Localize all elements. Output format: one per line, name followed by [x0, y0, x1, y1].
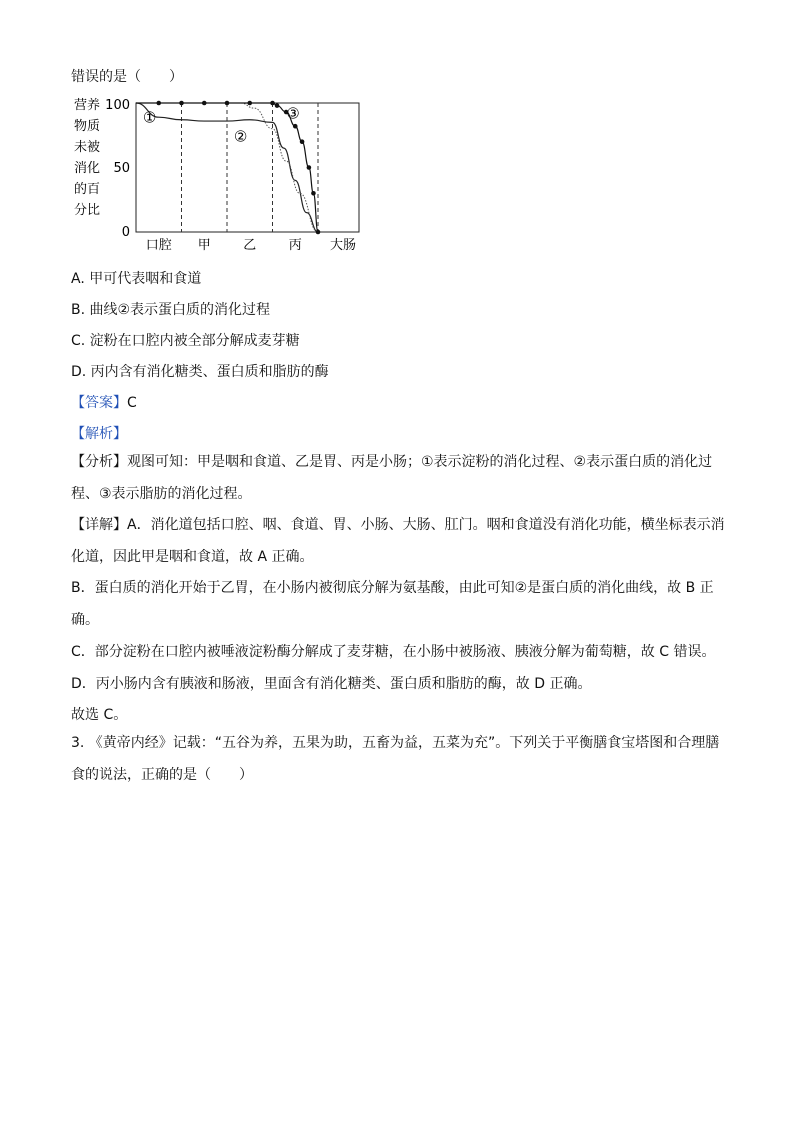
option-c: C. 淀粉在口腔内被全部分解成麦芽糖: [71, 333, 300, 349]
x-category-4: 大肠: [330, 238, 357, 253]
series-point-2-3: [202, 101, 207, 106]
analysis-tag: 【解析】: [71, 426, 127, 442]
answer-line: [71, 392, 137, 412]
series-label-1: ②: [233, 127, 248, 146]
y-label-line-4: 的百: [74, 182, 101, 197]
plot-frame: [136, 103, 359, 232]
series-point-2-12: [311, 191, 316, 196]
series-point-2-9: [293, 124, 298, 129]
series-label-2: ③: [286, 104, 300, 123]
y-label-line-1: 物质: [74, 119, 101, 134]
series-labels: [143, 104, 300, 145]
y-axis-label: [74, 98, 100, 218]
series-point-2-2: [179, 101, 184, 106]
option-d: D. 丙内含有消化糖类、蛋白质和脂肪的酶: [71, 364, 329, 380]
xiangjie-tag: 【详解】: [71, 517, 127, 533]
series-point-2-6: [270, 101, 275, 106]
xiangjie-a-text: A．消化道包括口腔、咽、食道、胃、小肠、大肠、肛门。咽和食道没有消化功能，横坐标表示消化道，因此甲是咽和食道，故 A 正确。: [71, 517, 725, 565]
digestion-chart: [60, 92, 380, 260]
series-label-0: ①: [142, 108, 157, 127]
series-point-2-10: [300, 139, 305, 144]
xiangjie-paragraph: [71, 509, 727, 573]
answer-tag: 【答案】: [71, 395, 127, 411]
y-label-line-5: 分比: [74, 203, 101, 218]
x-category-0: 口腔: [145, 238, 172, 253]
y-label-line-3: 消化: [74, 161, 101, 176]
x-category-2: 乙: [243, 238, 257, 253]
fenxi-text: 观图可知：甲是咽和食道、乙是胃、丙是小肠；①表示淀粉的消化过程、②表示蛋白质的消化过程、③表示脂肪的消化过程。: [71, 454, 713, 502]
next-question: 3. 《黄帝内经》记载：“五谷为养，五果为助，五畜为益，五菜为充”。下列关于平衡膳食宝塔图和合理膳食的说法，正确的是（ ）: [71, 735, 720, 783]
fenxi-paragraph: [71, 446, 727, 510]
series-point-2-13: [316, 230, 321, 235]
conclusion: 故选 C。: [71, 707, 128, 723]
series-point-2-4: [225, 101, 230, 106]
y-tick-0: 0: [121, 225, 130, 240]
series-point-2-1: [156, 101, 161, 106]
x-category-1: 甲: [197, 238, 211, 253]
fenxi-tag: 【分析】: [71, 454, 127, 470]
x-category-3: 丙: [288, 238, 302, 253]
question-stem-tail: 错误的是（ ）: [71, 69, 183, 85]
explanation-c: C．部分淀粉在口腔内被唾液淀粉酶分解成了麦芽糖，在小肠中被肠液、胰液分解为葡萄糖，故 C 错误。: [71, 644, 716, 660]
series-point-2-5: [247, 101, 252, 106]
series-point-2-7: [275, 103, 280, 108]
explanation-b: B．蛋白质的消化开始于乙胃，在小肠内被彻底分解为氨基酸，由此可知②是蛋白质的消化曲线，故 B 正确。: [71, 580, 714, 628]
y-tick-50: 50: [113, 161, 130, 176]
series-point-2-11: [307, 165, 312, 170]
explanation-d: D．丙小肠内含有胰液和肠液，里面含有消化糖类、蛋白质和脂肪的酶，故 D 正确。: [71, 676, 592, 692]
y-tick-100: 100: [105, 98, 130, 113]
option-b: B. 曲线②表示蛋白质的消化过程: [71, 302, 271, 318]
answer-value: C: [127, 395, 137, 411]
x-categories: [146, 237, 356, 253]
y-label-line-0: 营养: [74, 98, 101, 113]
y-label-line-2: 未被: [74, 140, 101, 155]
option-a: A. 甲可代表咽和食道: [71, 271, 202, 287]
